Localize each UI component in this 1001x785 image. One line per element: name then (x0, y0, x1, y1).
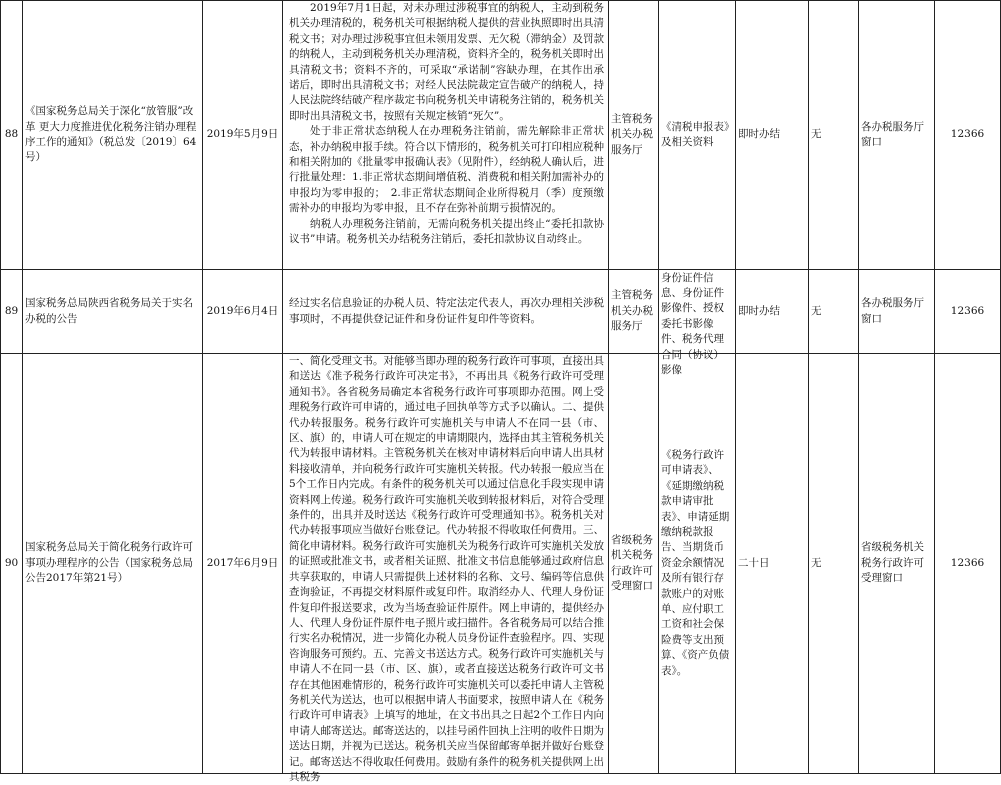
handling-department: 主管税务机关办税服务厅 (609, 1, 659, 270)
service-window: 各办税服务厅窗口 (859, 270, 935, 354)
fee: 无 (809, 1, 859, 270)
table-row (1, 270, 1001, 354)
row-number: 88 (1, 1, 23, 270)
row-number: 89 (1, 270, 23, 354)
hotline: 12366 (935, 354, 1001, 774)
required-materials: 《清税申报表》及相关资料 (659, 1, 736, 270)
service-window: 省级税务机关税务行政许可受理窗口 (859, 354, 935, 774)
document-name: 国家税务总局关于简化税务行政许可事项办理程序的公告（国家税务总局公告2017年第21号） (23, 354, 203, 774)
handling-department: 省级税务机关税务行政许可受理窗口 (609, 354, 659, 774)
hotline: 12366 (935, 1, 1001, 270)
content-paragraph: 2019年7月1日起，对未办理过涉税事宜的纳税人，主动到税务机关办理清税的，税务机关可根据纳税人提供的营业执照即时出具清税文书；对办理过涉税事宜但未领用发票、无欠税（滞纳金）及罚款的纳税人，主动到税务机关办理清税，资料齐全的，税务机关即时出具清税文书；资料不齐的，可采取“承诺制”容缺办理，在其作出承诺后，即时出具清税文书；对经人民法院裁定宣告破产的纳税人，持人民法院终结破产程序裁定书向税务机关申请税务注销的，税务机关即时出具清税文书，按照有关规定核销“死欠”。 (289, 2, 604, 122)
document-name: 《国家税务总局关于深化“放管服”改革 更大力度推进优化税务注销办理程序工作的通知》（税总发〔2019〕64号） (23, 1, 203, 270)
table-row (1, 1, 1001, 270)
issue-date: 2017年6月9日 (203, 354, 283, 774)
processing-time: 即时办结 (736, 270, 809, 354)
materials-text: 身份证件信息、身份证件影像件、授权委托书影像件、税务代理合同（协议）影像 (661, 271, 724, 376)
hotline: 12366 (935, 270, 1001, 354)
fee: 无 (809, 270, 859, 354)
issue-date: 2019年6月4日 (203, 270, 283, 354)
content-paragraph: 纳税人办理税务注销前，无需向税务机关提出终止“委托扣款协议书”申请。税务机关办结税务注销后，委托扣款协议自动终止。 (289, 217, 604, 246)
item-content (283, 1, 609, 270)
item-content (283, 270, 609, 354)
handling-department: 主管税务机关办税服务厅 (609, 270, 659, 354)
content-paragraph: 经过实名信息验证的办税人员、特定法定代表人，再次办理相关涉税事项时，不再提供登记证件和身份证件复印件等资料。 (289, 297, 604, 325)
issue-date: 2019年5月9日 (203, 1, 283, 270)
table-row (1, 354, 1001, 774)
fee: 无 (809, 354, 859, 774)
service-window: 各办税服务厅窗口 (859, 1, 935, 270)
item-content (283, 354, 609, 783)
content-paragraph: 处于非正常状态纳税人在办理税务注销前，需先解除非正常状态，补办纳税申报手续。符合以下情形的，税务机关可打印相应税种和相关附加的《批量零申报确认表》（见附件），经纳税人确认后，进行批量处理：1.非正常状态期间增值税、消费税和相关附加需补办的申报均为零申报的； 2.非正常状态期间企业所得税月（季）度预缴需补办的申报均为零申报，且不存在弥补前期亏损情况的。 (289, 125, 604, 215)
required-materials: 《税务行政许可申请表》、《延期缴纳税款申请审批表》、申请延期缴纳税款报告、当期货币资金余额情况及所有银行存款账户的对账单、应付职工工资和社会保险费等支出预算、《资产负债表》。 (659, 354, 736, 774)
processing-time: 二十日 (736, 354, 809, 774)
document-name: 国家税务总局陕西省税务局关于实名办税的公告 (23, 270, 203, 354)
content-paragraph: 一、简化受理文书。对能够当即办理的税务行政许可事项，直接出具和送达《准予税务行政许可决定书》，不再出具《税务行政许可受理通知书》。各省税务局确定本省税务行政许可事项即办范围。网上受理税务行政许可申请的，通过电子回执单等方式予以确认。二、提供代办转报服务。税务行政许可实施机关与申请人不在同一县（市、区、旗）的，申请人可在规定的申请期限内，选择由其主管税务机关代为转报申请材料。主管税务机关在核对申请材料后向申请人出具材料接收清单，并向税务行政许可实施机关转报。代办转报一般应当在5个工作日内完成。有条件的税务机关可以通过信息化手段实现申请资料网上传递。税务行政许可实施机关收到转报材料后，对符合受理条件的，出具并及时送达《税务行政许可受理通知书》。税务机关对代办转报事项应当做好台账登记。代办转报不得收取任何费用。三、简化申请材料。税务行政许可实施机关为税务行政许可实施机关发放的证照或批准文书，或者相关证照、批准文书信息能够通过政府信息共享获取的，申请人只需提供上述材料的名称、文号、编码等信息供查询验证，不再提交材料原件或复印件。取消经办人、代理人身份证件复印件报送要求，改为当场查验证件原件。网上申请的，提供经办人、代理人身份证件原件电子照片或扫描件。各省税务局可以结合推行实名办税情况，进一步简化办税人员身份证件查验程序。四、实现咨询服务可预约。五、完善文书送达方式。税务行政许可实施机关与申请人不在同一县（市、区、旗），或者直接送达税务行政许可文书存在其他困难情形的，税务行政许可实施机关可以委托申请人主管税务机关代为送达，也可以根据申请人书面要求，按照申请人在《税务行政许可申请表》上填写的地址，在文书出具之日起2个工作日内向申请人邮寄送达。邮寄送达的，以挂号函件回执上注明的收件日期为送达日期，并视为已送达。税务机关应当保留邮寄单据并做好台账登记。邮寄送达不得收取任何费用。鼓励有条件的税务机关提供网上出具税务 (289, 355, 604, 783)
row-number: 90 (1, 354, 23, 774)
required-materials (659, 270, 736, 376)
processing-time: 即时办结 (736, 1, 809, 270)
